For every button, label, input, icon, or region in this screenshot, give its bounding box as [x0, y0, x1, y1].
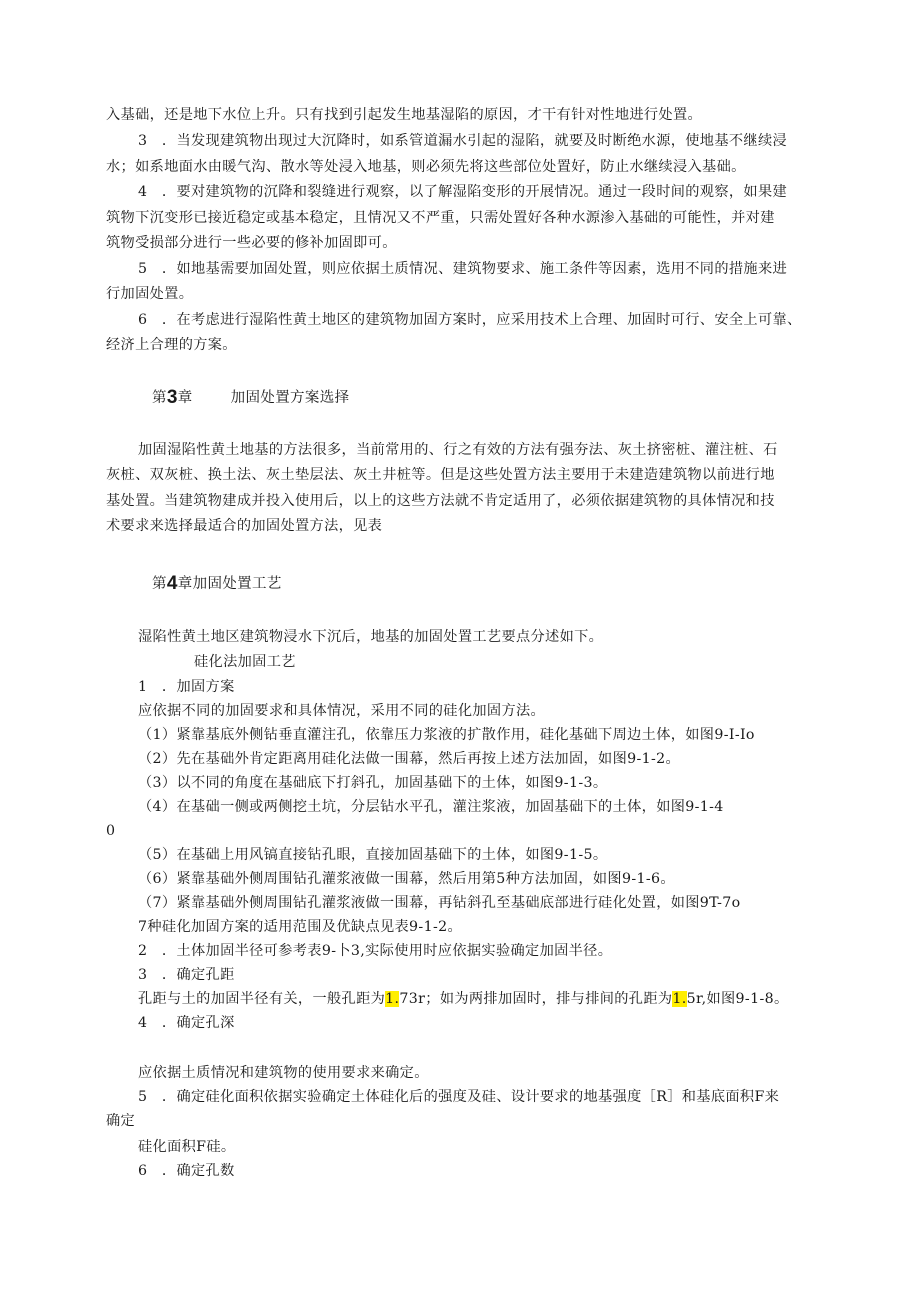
highlighted-text: 1.: [672, 991, 687, 1007]
chapter-title: 加固处置方案选择: [230, 390, 350, 406]
step-1: 1 ．加固方案: [138, 679, 235, 695]
chapter-4-intro: 湿陷性黄土地区建筑物浸水下沉后，地基的加固处置工艺要点分述如下。: [138, 629, 604, 645]
chapter-3-paragraph: 灰桩、双灰桩、换土法、灰土垫层法、灰土井桩等。但是这些处置方法主要用于未建造建筑物以前进行地: [106, 467, 775, 483]
step-3: 3 ．确定孔距: [138, 967, 235, 983]
chapter-3-paragraph: 基处置。当建筑物建成并投入使用后，以上的这些方法就不肯定适用了，必须依据建筑物的具体情况和技: [106, 493, 775, 509]
step-6: 6 ．确定孔数: [138, 1163, 235, 1179]
step-3-text: [138, 989, 789, 1009]
method-item-3: （3）以不同的角度在基础底下打斜孔，加固基础下的土体，如图9-1-3。: [138, 775, 608, 791]
method-item-1: （1）紧靠基底外侧钻垂直灌注孔，依靠压力浆液的扩散作用，硅化基础下周边土体，如图9-I-Io: [138, 727, 755, 743]
step-5-text: 硅化面积F硅。: [138, 1139, 236, 1155]
chapter-3-paragraph: 加固湿陷性黄土地基的方法很多，当前常用的、行之有效的方法有强夯法、灰土挤密桩、灌注桩、石: [138, 442, 778, 458]
method-item-6: （6）紧靠基础外侧周围钻孔灌浆液做一围幕，然后用第5种方法加固，如图9-1-6。: [138, 871, 675, 887]
method-item-5: （5）在基础上用风镐直接钻孔眼，直接加固基础下的土体，如图9-1-5。: [138, 847, 608, 863]
text-run: 孔距与土的加固半径有关，一般孔距为: [138, 991, 386, 1007]
chapter-3-heading: [152, 388, 349, 408]
step-5: 5 ．确定硅化面积依据实验确定土体硅化后的强度及硅、设计要求的地基强度［R］和基底面积F来: [138, 1089, 780, 1105]
step-2: 2 ．土体加固半径可参考表9-卜3,实际使用时应依据实验确定加固半径。: [138, 943, 613, 959]
item-5-line: 行加固处置。: [106, 286, 194, 302]
method-item-4: （4）在基础一侧或两侧挖土坑，分层钻水平孔，灌注浆液，加固基础下的土体，如图9-1-4: [138, 799, 724, 815]
step-4: 4 ．确定孔深: [138, 1015, 235, 1031]
item-4-line: 筑物下沉变形已接近稳定或基本稳定，且情况又不严重，只需处置好各种水源渗入基础的可能性，并对建: [106, 210, 775, 226]
chapter-prefix: 第: [152, 576, 167, 592]
section-title: 硅化法加固工艺: [194, 654, 296, 670]
method-item-2: （2）先在基础外肯定距离用硅化法做一围幕，然后再按上述方法加固，如图9-1-2。: [138, 751, 681, 767]
paragraph-line: 入基础，还是地下水位上升。只有找到引起发生地基湿陷的原因，才干有针对性地进行处置。: [106, 107, 703, 123]
method-summary: 7种硅化加固方案的适用范围及优缺点见表9-1-2。: [138, 919, 463, 935]
item-6-line: 6 ．在考虑进行湿陷性黄土地区的建筑物加固方案时，应采用技术上合理、加固时可行、安全上可靠、: [138, 312, 802, 328]
step-5-cont: 确定: [106, 1113, 136, 1129]
chapter-3-paragraph: 术要求来选择最适合的加固处置方法，见表: [106, 518, 383, 534]
chapter-4-heading: [152, 574, 282, 594]
item-6-line: 经济上合理的方案。: [106, 337, 237, 353]
step-1-text: 应依据不同的加固要求和具体情况，采用不同的硅化加固方法。: [138, 703, 546, 719]
highlighted-text: 1.: [385, 991, 400, 1007]
item-5-line: 5 ．如地基需要加固处置，则应依据土质情况、建筑物要求、施工条件等因素，选用不同的措施来进: [138, 261, 788, 277]
item-3-line: 水；如系地面水由暖气沟、散水等处浸入地基，则必须先将这些部位处置好，防止水继续浸入基础。: [106, 159, 746, 175]
chapter-number: 4: [166, 573, 178, 594]
item-4-line: 筑物受损部分进行一些必要的修补加固即可。: [106, 235, 397, 251]
chapter-suffix: 章: [177, 390, 193, 406]
text-run: 5r,如图9-1-8。: [686, 991, 789, 1007]
chapter-prefix: 第: [152, 390, 167, 406]
item-3-line: 3 ．当发现建筑物出现过大沉降时，如系管道漏水引起的湿陷，就要及时断绝水源，使地基不继续浸: [138, 133, 788, 149]
chapter-number: 3: [166, 387, 178, 408]
method-item-7: （7）紧靠基础外侧周围钻孔灌浆液做一围幕，再钻斜孔至基础底部进行硅化处置，如图9T-7o: [138, 895, 741, 911]
chapter-title: 章加固处置工艺: [177, 576, 282, 592]
item-4-line: 4 ．要对建筑物的沉降和裂缝进行观察，以了解湿陷变形的开展情况。通过一段时间的观察，如果建: [138, 184, 788, 200]
text-run: 73r；如为两排加固时，排与排间的孔距为: [399, 991, 673, 1007]
method-item-4-cont: 0: [106, 823, 116, 839]
step-4-text: 应依据土质情况和建筑物的使用要求来确定。: [138, 1065, 429, 1081]
